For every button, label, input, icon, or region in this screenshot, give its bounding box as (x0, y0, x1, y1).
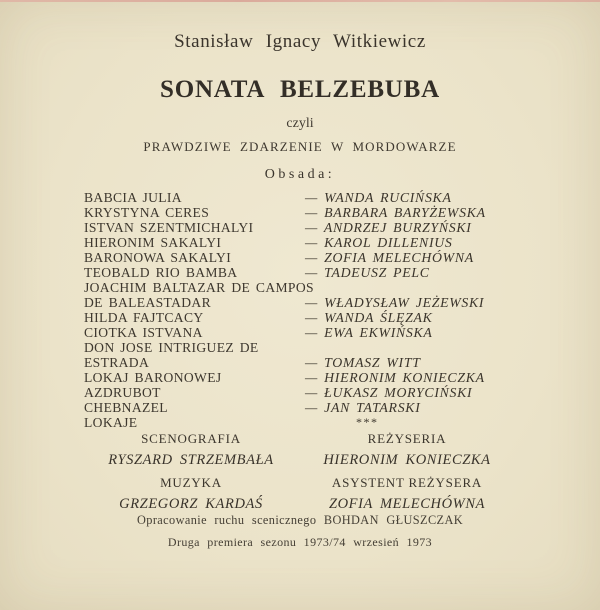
cast-actor: — ZOFIA MELECHÓWNA (305, 250, 474, 265)
cast-row (84, 340, 564, 355)
cast-actor: — ANDRZEJ BURZYŃSKI (305, 220, 472, 235)
cast-actor: — WANDA RUCIŃSKA (305, 190, 452, 205)
cast-actor: — TADEUSZ PELC (305, 265, 430, 280)
page-top-edge-strip (0, 0, 600, 2)
cast-role: LOKAJE (84, 415, 138, 430)
cast-role: LOKAJ BARONOWEJ (84, 370, 222, 385)
cast-actor: — JAN TATARSKI (305, 400, 421, 415)
cast-actor: — TOMASZ WITT (305, 355, 421, 370)
cast-row (84, 355, 564, 370)
cast-row (84, 400, 564, 415)
cast-role: KRYSTYNA CERES (84, 205, 210, 220)
cast-role: AZDRUBOT (84, 385, 161, 400)
cast-row (84, 190, 564, 205)
cast-role: CHEBNAZEL (84, 400, 168, 415)
cast-actor: *** (356, 415, 379, 429)
cast-actor: — KAROL DILLENIUS (305, 235, 453, 250)
cast-actor: — WANDA ŚLĘZAK (305, 310, 433, 325)
cast-row (84, 295, 564, 310)
cast-row (84, 385, 564, 400)
cast-row (84, 265, 564, 280)
cast-role: JOACHIM BALTAZAR DE CAMPOS (84, 280, 314, 295)
play-subtitle: PRAWDZIWE ZDARZENIE W MORDOWARZE (143, 139, 457, 154)
cast-actor: — EWA EKWIŃSKA (305, 325, 433, 340)
cast-role: ISTVAN SZENTMICHALYI (84, 220, 254, 235)
cast-role: BARONOWA SAKALYI (84, 250, 232, 265)
cast-actor: — BARBARA BARYŻEWSKA (305, 205, 486, 220)
cast-row (84, 415, 564, 430)
cast-actor: — WŁADYSŁAW JEŻEWSKI (305, 295, 485, 310)
cast-actor: — ŁUKASZ MORYCIŃSKI (305, 385, 473, 400)
cast-role: DE BALEASTADAR (84, 295, 212, 310)
credits-column-right (278, 431, 536, 519)
credit-name: RYSZARD STRZEMBAŁA (108, 452, 274, 468)
cast-role: HIERONIM SAKALYI (84, 235, 222, 250)
credit-name: GRZEGORZ KARDAŚ (119, 496, 263, 512)
play-title: SONATA BELZEBUBA (160, 76, 440, 103)
credit-heading: MUZYKA (160, 475, 222, 490)
cast-row (84, 235, 564, 250)
cast-role: TEOBALD RIO BAMBA (84, 265, 238, 280)
credit-name: ZOFIA MELECHÓWNA (328, 496, 486, 512)
credit-heading: SCENOGRAFIA (141, 431, 241, 446)
title-connector: czyli (286, 116, 314, 131)
cast-heading: Obsada: (264, 167, 336, 182)
credit-name: HIERONIM KONIECZKA (323, 452, 491, 468)
credit-heading: ASYSTENT REŻYSERA (331, 475, 483, 490)
cast-actor: — HIERONIM KONIECZKA (305, 370, 485, 385)
stage-movement-credit: Opracowanie ruchu scenicznego BOHDAN GŁUSZCZAK (136, 513, 464, 527)
cast-row (84, 280, 564, 295)
credit-heading: REŻYSERIA (367, 431, 447, 446)
cast-row (84, 370, 564, 385)
cast-list (84, 190, 564, 430)
cast-role: CIOTKA ISTVANA (84, 325, 203, 340)
cast-row (84, 325, 564, 340)
cast-row (84, 220, 564, 235)
premiere-info: Druga premiera sezonu 1973/74 wrzesień 1973 (167, 535, 433, 549)
cast-role: BABCIA JULIA (84, 190, 182, 205)
cast-row (84, 205, 564, 220)
cast-role: HILDA FAJTCACY (84, 310, 204, 325)
cast-row (84, 310, 564, 325)
cast-role: DON JOSE INTRIGUEZ DE (84, 340, 259, 355)
author-name: Stanisław Ignacy Witkiewicz (174, 31, 426, 52)
cast-row (84, 250, 564, 265)
cast-role: ESTRADA (84, 355, 150, 370)
